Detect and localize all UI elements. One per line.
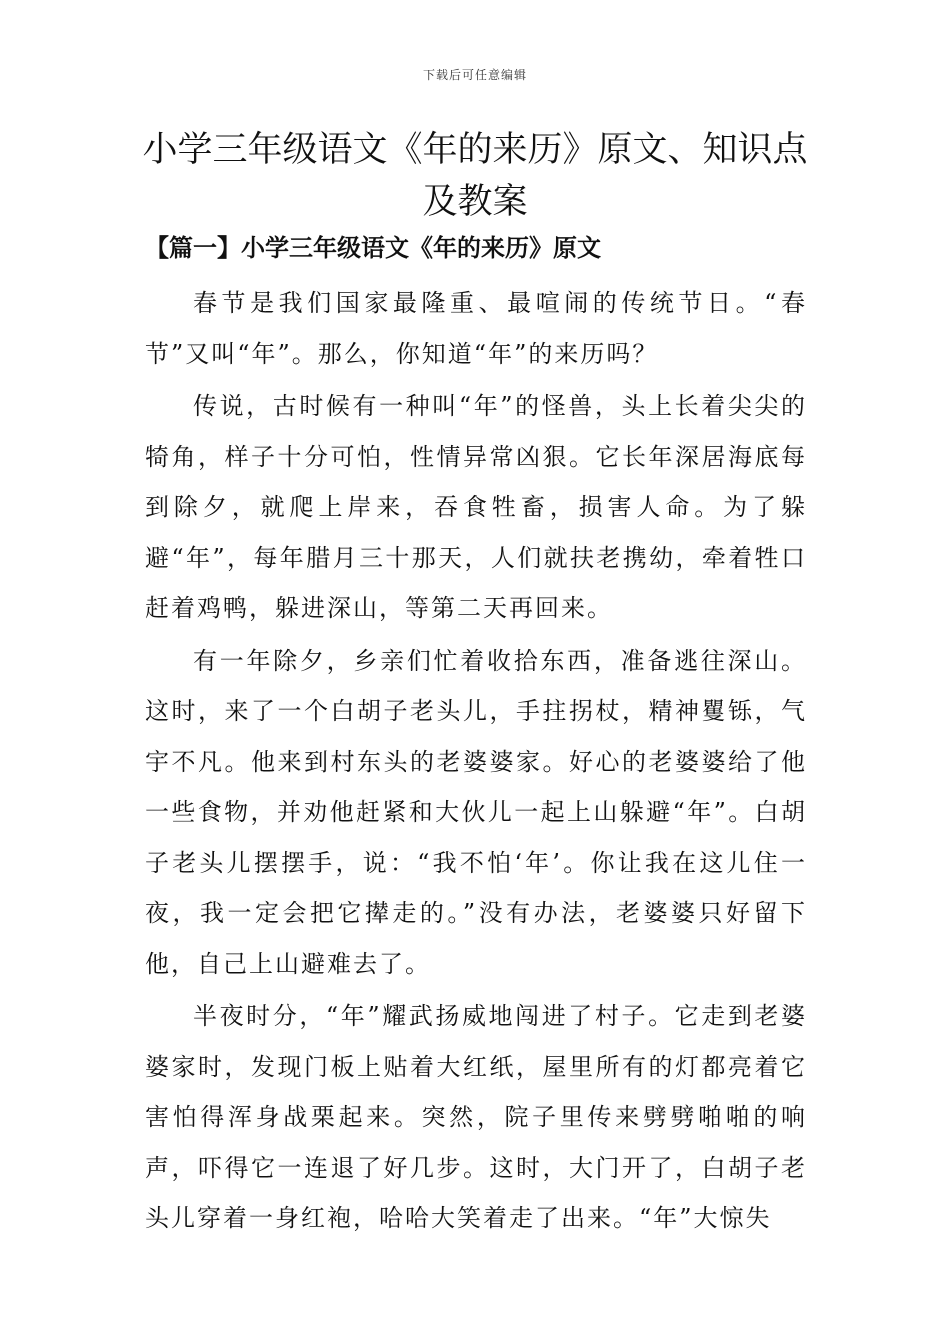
document-title: 小学三年级语文《年的来历》原文、知识点及教案: [142, 130, 808, 222]
paragraph: 半夜时分，“年”耀武扬威地闯进了村子。它走到老婆婆家时，发现门板上贴着大红纸，屋里所有的灯都亮着它害怕得浑身战栗起来。突然，院子里传来劈劈啪啪的响声，吓得它一连退了好几步。这时，大门开了，白胡子老头儿穿着一身红袍，哈哈大笑着走了出来。“年”大惊失: [145, 1002, 807, 1232]
header-note: 下载后可任意编辑: [422, 68, 527, 82]
paragraph: 传说，古时候有一种叫“年”的怪兽，头上长着尖尖的犄角，样子十分可怕，性情异常凶狠。它长年深居海底每到除夕，就爬上岸来，吞食牲畜，损害人命。为了躲避“年”，每年腊月三十那天，人们就扶老携幼，牵着牲口赶着鸡鸭，躲进深山，等第二天再回来。: [145, 392, 807, 622]
article-body: [145, 278, 807, 1246]
section-heading: 【篇一】小学三年级语文《年的来历》原文: [145, 233, 601, 262]
paragraph: 有一年除夕，乡亲们忙着收拾东西，准备逃往深山。这时，来了一个白胡子老头儿，手拄拐杖，精神矍铄，气宇不凡。他来到村东头的老婆婆家。好心的老婆婆给了他一些食物，并劝他赶紧和大伙儿一起上山躲避“年”。白胡子老头儿摆摆手，说：“我不怕‘年’。你让我在这儿住一夜，我一定会把它撵走的。”没有办法，老婆婆只好留下他，自己上山避难去了。: [145, 646, 807, 978]
paragraph: 春节是我们国家最隆重、最喧闹的传统节日。“春节”又叫“年”。那么，你知道“年”的来历吗？: [145, 289, 807, 368]
